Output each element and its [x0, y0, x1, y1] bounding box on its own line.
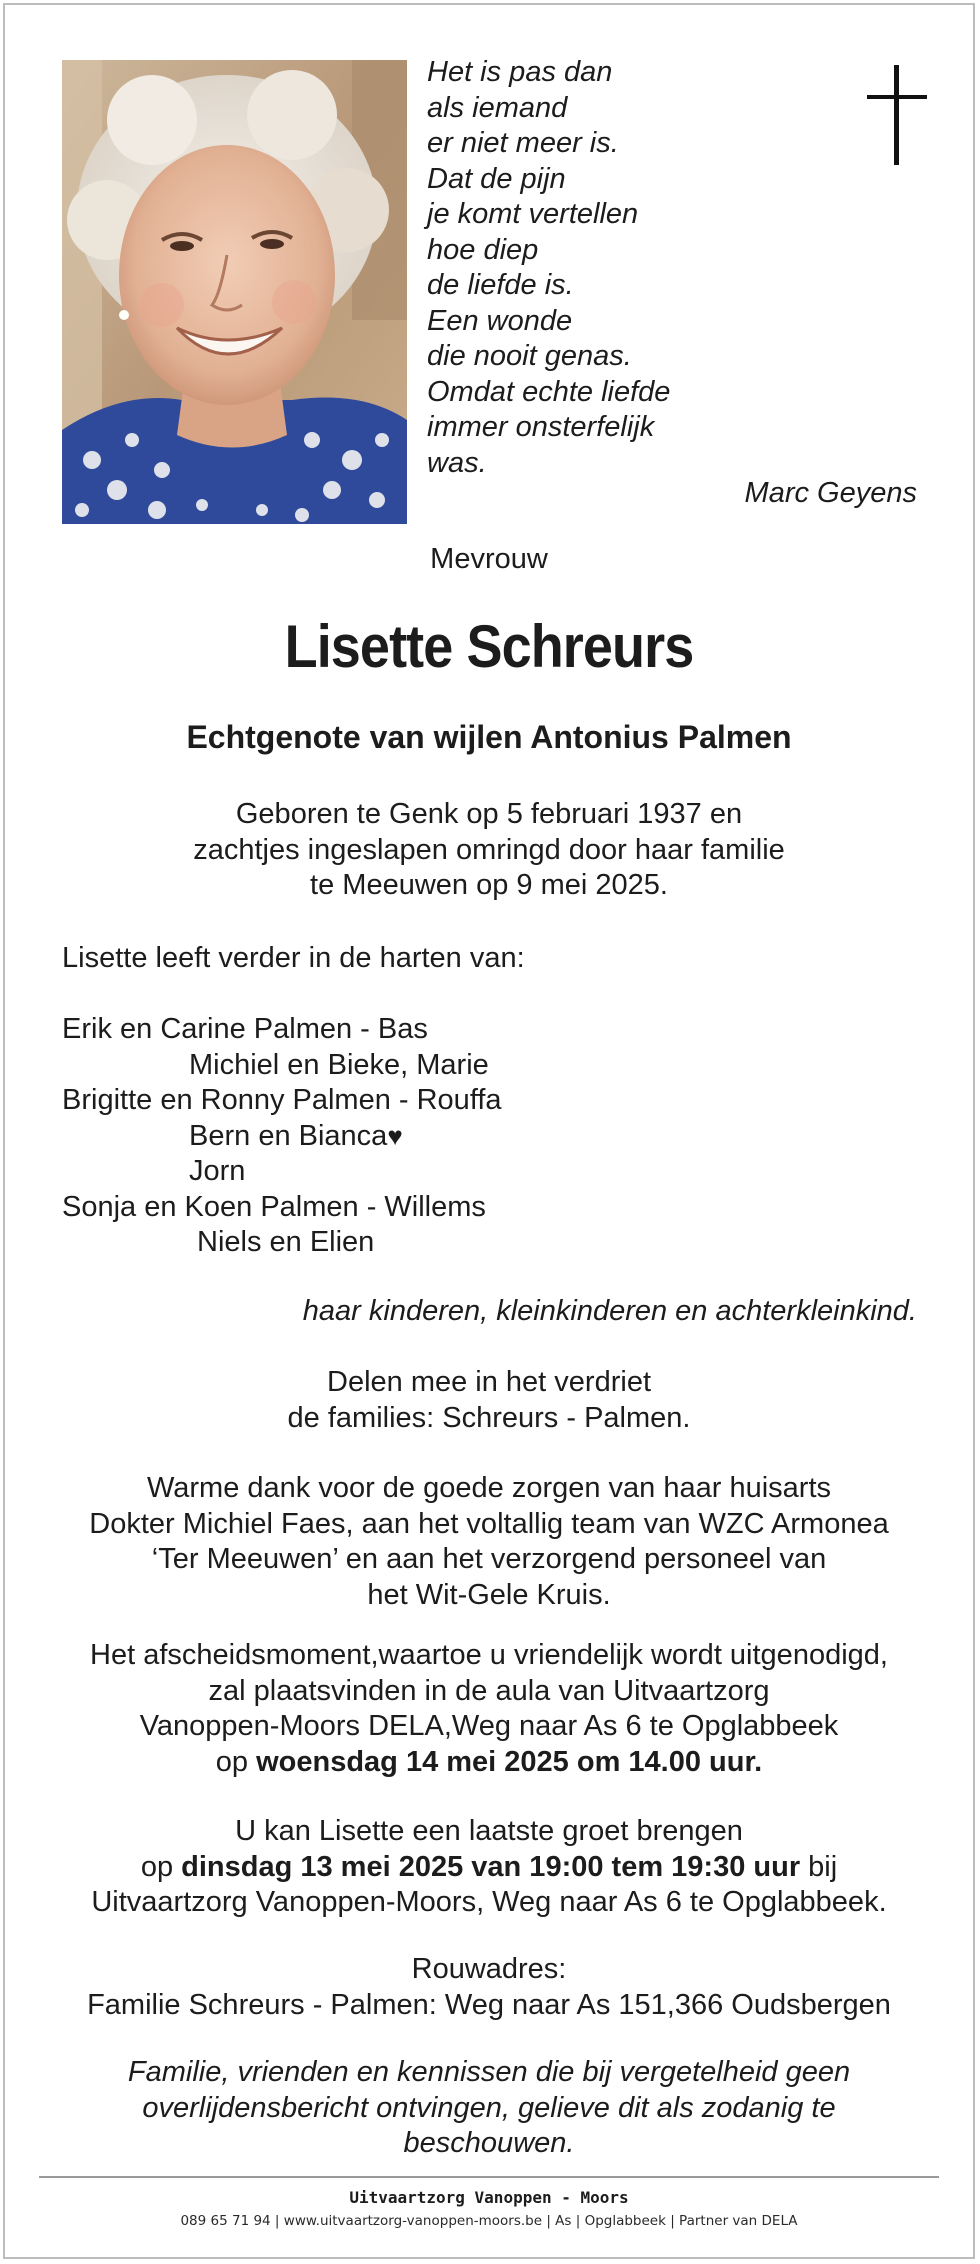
address-label: Rouwadres: — [411, 1953, 567, 1985]
poem-line: die nooit genas. — [427, 340, 632, 372]
footer-contact-info: 089 65 71 94 | www.uitvaartzorg-vanoppen-moors.be | As | Opglabbeek | Partner van DELA — [180, 2213, 798, 2229]
farewell-date-line — [5, 1745, 973, 1781]
poem-line: Omdat echte liefde — [427, 375, 671, 408]
notice-line: overlijdensbericht ontvingen, gelieve dit als zodanig te — [142, 2091, 836, 2124]
farewell-block — [5, 1638, 973, 1780]
family-member: Erik en Carine Palmen - Bas — [62, 1013, 428, 1045]
poem-line: de liefde is. — [427, 269, 574, 301]
poem-author: Marc Geyens — [744, 477, 917, 509]
farewell-line: Vanoppen-Moors DELA,Weg naar As 6 te Opglabbeek — [139, 1710, 839, 1742]
poem-line: er niet meer is. — [427, 127, 619, 159]
poem-line: hoe diep — [427, 233, 539, 266]
share-grief-line: de families: Schreurs - Palmen. — [287, 1401, 691, 1434]
latin-cross-icon — [867, 65, 927, 165]
poem-line: Dat de pijn — [427, 162, 566, 195]
share-grief-block — [5, 1365, 973, 1436]
visit-line: U kan Lisette een laatste groet brengen — [235, 1815, 743, 1847]
survived-intro: Lisette leeft verder in de harten van: — [62, 942, 525, 974]
visit-prefix: op — [140, 1850, 182, 1883]
address-block — [5, 1952, 973, 2023]
portrait-image — [62, 60, 407, 524]
family-member: Niels en Elien — [197, 1226, 375, 1258]
thanks-block — [5, 1471, 973, 1613]
birth-line: te Meeuwen op 9 mei 2025. — [310, 869, 668, 901]
poem-line: Het is pas dan — [427, 56, 613, 88]
address-value: Familie Schreurs - Palmen: Weg naar As 151,366 Oudsbergen — [87, 1988, 891, 2021]
birth-line: zachtjes ingeslapen omringd door haar familie — [193, 833, 785, 866]
footer-divider — [39, 2176, 939, 2178]
farewell-line: Het afscheidsmoment,waartoe u vriendelijk wordt uitgenodigd, — [90, 1639, 888, 1671]
birth-block — [5, 797, 973, 904]
family-member-text: Bern en Bianca — [189, 1119, 388, 1152]
family-closing: haar kinderen, kleinkinderen en achterkleinkind. — [302, 1295, 917, 1327]
family-member: Brigitte en Ronny Palmen - Rouffa — [62, 1084, 502, 1116]
portrait-photo — [62, 60, 407, 524]
deceased-name: Lisette Schreurs — [284, 613, 694, 680]
poem — [427, 55, 827, 481]
obituary-card — [3, 3, 975, 2259]
heart-icon: ♥ — [387, 1120, 403, 1151]
share-grief-line: Delen mee in het verdriet — [327, 1366, 651, 1398]
thanks-line: het Wit-Gele Kruis. — [367, 1578, 611, 1611]
farewell-date: woensdag 14 mei 2025 om 14.00 uur. — [256, 1745, 763, 1778]
visit-suffix: bij — [800, 1850, 838, 1883]
poem-line: immer onsterfelijk — [427, 411, 655, 443]
thanks-line: ‘Ter Meeuwen’ en aan het verzorgend personeel van — [151, 1543, 827, 1575]
family-member — [62, 1119, 502, 1155]
visit-date: dinsdag 13 mei 2025 van 19:00 tem 19:30 uur — [181, 1850, 801, 1883]
thanks-line: Dokter Michiel Faes, aan het voltallig team van WZC Armonea — [89, 1507, 889, 1540]
spouse-line: Echtgenote van wijlen Antonius Palmen — [186, 719, 792, 755]
family-member: Jorn — [189, 1155, 246, 1187]
poem-line: Een wonde — [427, 304, 573, 337]
notice-line: Familie, vrienden en kennissen die bij vergetelheid geen — [127, 2056, 851, 2088]
visit-location: Uitvaartzorg Vanoppen-Moors, Weg naar As 6 te Opglabbeek. — [91, 1886, 887, 1918]
poem-line: als iemand — [427, 91, 568, 124]
visit-block — [5, 1814, 973, 1921]
poem-line: je komt vertellen — [427, 198, 639, 230]
visit-date-line — [5, 1850, 973, 1886]
birth-line: Geboren te Genk op 5 februari 1937 en — [235, 798, 743, 830]
farewell-date-prefix: op — [215, 1745, 257, 1778]
poem-line: was. — [427, 446, 487, 479]
footer-company: Uitvaartzorg Vanoppen - Moors — [349, 2188, 629, 2207]
farewell-line: zal plaatsvinden in de aula van Uitvaartzorg — [208, 1674, 770, 1707]
family-member: Sonja en Koen Palmen - Willems — [62, 1190, 486, 1223]
family-member: Michiel en Bieke, Marie — [189, 1048, 489, 1081]
salutation: Mevrouw — [430, 543, 548, 575]
thanks-line: Warme dank voor de goede zorgen van haar huisarts — [146, 1472, 832, 1504]
family-list — [62, 1012, 502, 1261]
notice-line: beschouwen. — [403, 2127, 575, 2159]
notice-block — [5, 2055, 973, 2162]
